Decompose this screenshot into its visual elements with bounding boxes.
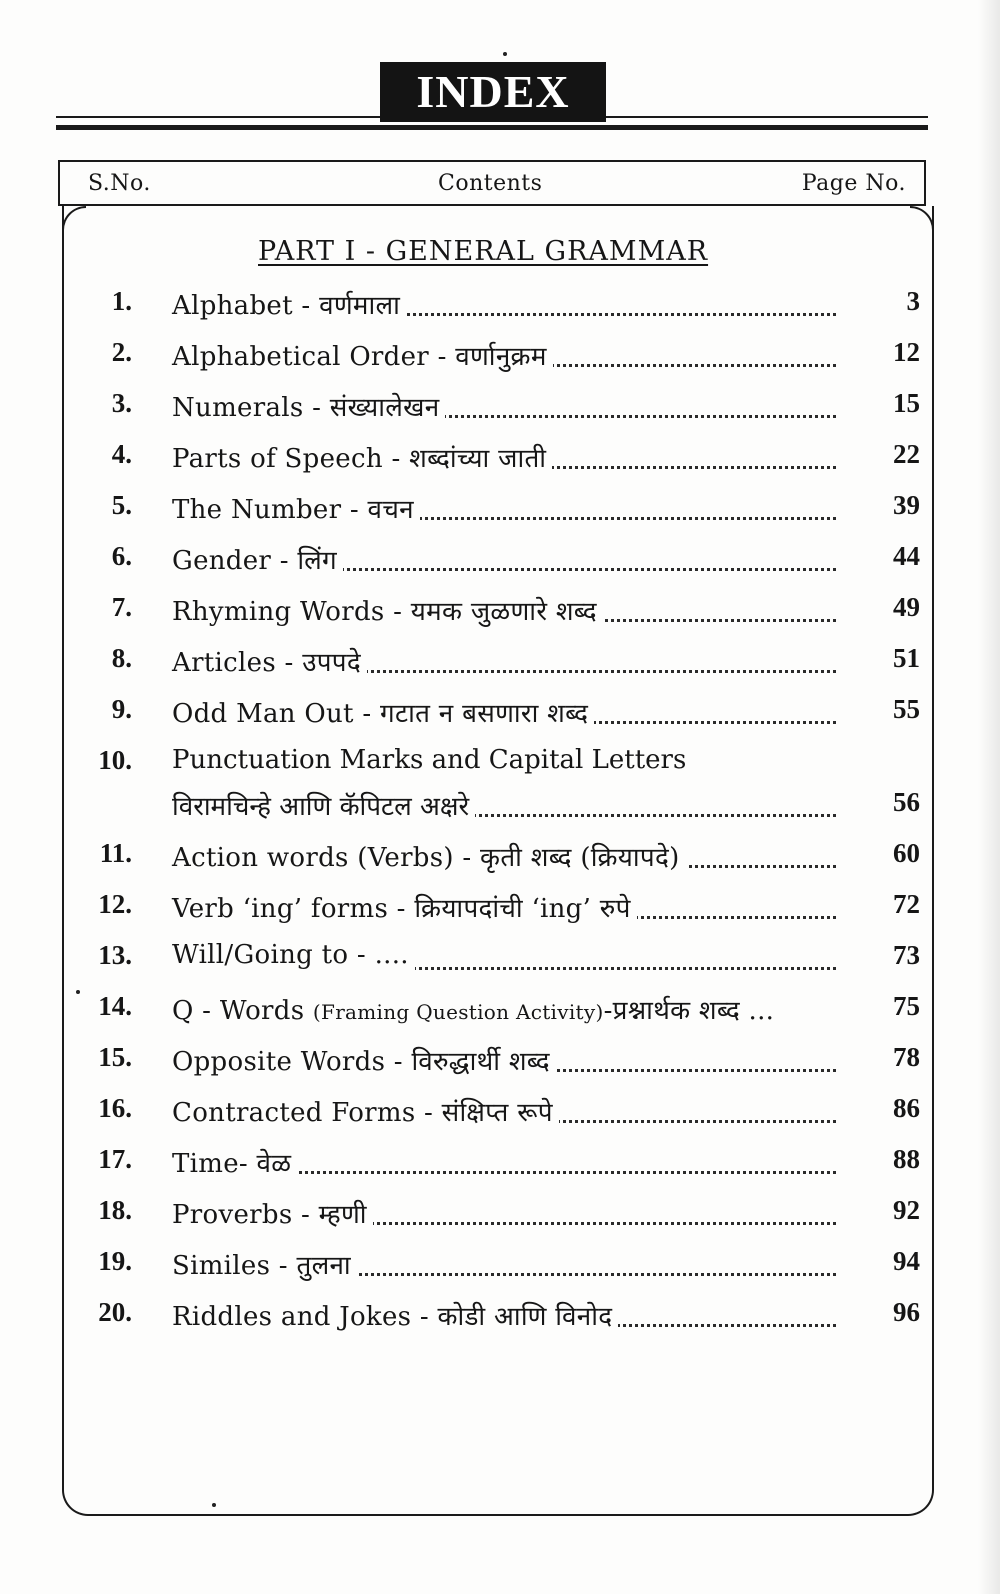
- item-number: 7.: [111, 592, 132, 622]
- item-number: 14.: [98, 991, 132, 1021]
- item-title-note: (Framing Question Activity): [312, 1000, 604, 1024]
- list-item: [0, 439, 1000, 479]
- item-number: 16.: [98, 1093, 132, 1123]
- table-header: [58, 160, 926, 206]
- item-title: Will/Going to - ....: [172, 940, 415, 970]
- list-item: [0, 1093, 1000, 1133]
- item-number: 4.: [111, 439, 132, 469]
- item-page: 73: [893, 940, 920, 970]
- item-title: Alphabet - वर्णमाला: [172, 286, 406, 322]
- item-title-marathi: विरामचिन्हे आणि कॅपिटल अक्षरे: [172, 787, 475, 823]
- list-item: [0, 1297, 1000, 1337]
- header-contents: Contents: [438, 171, 543, 196]
- list-item: [0, 1144, 1000, 1184]
- list-item: [0, 541, 1000, 581]
- item-page: 39: [893, 490, 920, 520]
- item-page: 78: [893, 1042, 920, 1072]
- item-page: 88: [893, 1144, 920, 1174]
- item-number: 3.: [111, 388, 132, 418]
- item-title: Parts of Speech - शब्दांच्या जाती: [172, 439, 552, 475]
- item-title: Proverbs - म्हणी: [172, 1195, 373, 1231]
- list-item: [0, 1195, 1000, 1235]
- item-page: 12: [893, 337, 920, 367]
- list-item: [0, 940, 1000, 980]
- item-page: 56: [893, 787, 920, 817]
- item-number: 9.: [111, 694, 132, 724]
- print-speck: [503, 52, 507, 56]
- title-rule-thick: [56, 125, 928, 130]
- item-number: 13.: [98, 940, 132, 970]
- item-number: 17.: [98, 1144, 132, 1174]
- list-item: [0, 388, 1000, 428]
- print-speck: [212, 1503, 216, 1507]
- list-item: [0, 490, 1000, 530]
- page-title: INDEX: [380, 62, 606, 122]
- item-page: 75: [893, 991, 920, 1021]
- item-page: 22: [893, 439, 920, 469]
- item-number: 6.: [111, 541, 132, 571]
- list-item: [0, 337, 1000, 377]
- item-title: Riddles and Jokes - कोडी आणि विनोद: [172, 1297, 618, 1333]
- item-title: Gender - लिंग: [172, 541, 343, 577]
- item-title: Contracted Forms - संक्षिप्त रूपे: [172, 1093, 559, 1129]
- item-page: 51: [893, 643, 920, 673]
- item-title: Punctuation Marks and Capital Letters: [172, 745, 687, 775]
- item-number: 5.: [111, 490, 132, 520]
- item-number: 20.: [98, 1297, 132, 1327]
- list-item: [0, 643, 1000, 683]
- item-page: 3: [906, 286, 920, 316]
- item-number: 8.: [111, 643, 132, 673]
- list-item: [0, 745, 1000, 827]
- item-number: 11.: [99, 838, 132, 868]
- item-title: Time- वेळ: [172, 1144, 297, 1180]
- item-title: Verb ‘ing’ forms - क्रियापदांची ‘ing’ रुपे: [172, 889, 637, 925]
- item-page: 86: [893, 1093, 920, 1123]
- item-title-main: Q - Words: [172, 996, 313, 1026]
- item-title-marathi: -प्रश्नार्थक शब्द ...: [603, 996, 775, 1026]
- item-number: 18.: [98, 1195, 132, 1225]
- list-item: [0, 889, 1000, 929]
- item-number: 10.: [98, 745, 132, 775]
- item-title: Odd Man Out - गटात न बसणारा शब्द: [172, 694, 594, 730]
- item-title: The Number - वचन: [172, 490, 420, 526]
- item-title: Opposite Words - विरुद्धार्थी शब्द: [172, 1042, 556, 1078]
- list-item: [0, 694, 1000, 734]
- item-title: [172, 991, 780, 1027]
- header-sno: S.No.: [88, 171, 151, 196]
- item-page: 15: [893, 388, 920, 418]
- item-number: 12.: [98, 889, 132, 919]
- print-speck: [76, 990, 80, 994]
- list-item: [0, 991, 1000, 1031]
- list-item: [0, 592, 1000, 632]
- part-title: PART I - GENERAL GRAMMAR: [258, 236, 709, 267]
- item-title: Similes - तुलना: [172, 1246, 357, 1282]
- item-title: Numerals - संख्यालेखन: [172, 388, 445, 424]
- item-number: 15.: [98, 1042, 132, 1072]
- item-page: 60: [893, 838, 920, 868]
- list-item: [0, 286, 1000, 326]
- list-item: [0, 1042, 1000, 1082]
- item-page: 55: [893, 694, 920, 724]
- item-title: Rhyming Words - यमक जुळणारे शब्द: [172, 592, 603, 628]
- item-number: 19.: [98, 1246, 132, 1276]
- list-item: [0, 1246, 1000, 1286]
- item-page: 94: [893, 1246, 920, 1276]
- item-page: 96: [893, 1297, 920, 1327]
- item-page: 44: [893, 541, 920, 571]
- item-number: 1.: [111, 286, 132, 316]
- list-item: [0, 838, 1000, 878]
- item-page: 92: [893, 1195, 920, 1225]
- item-number: 2.: [111, 337, 132, 367]
- item-title: Articles - उपपदे: [172, 643, 367, 679]
- item-page: 49: [893, 592, 920, 622]
- item-title: Action words (Verbs) - कृती शब्द (क्रियापदे): [172, 838, 686, 874]
- item-page: 72: [893, 889, 920, 919]
- header-page-no: Page No.: [801, 171, 906, 196]
- item-title: Alphabetical Order - वर्णानुक्रम: [172, 337, 553, 373]
